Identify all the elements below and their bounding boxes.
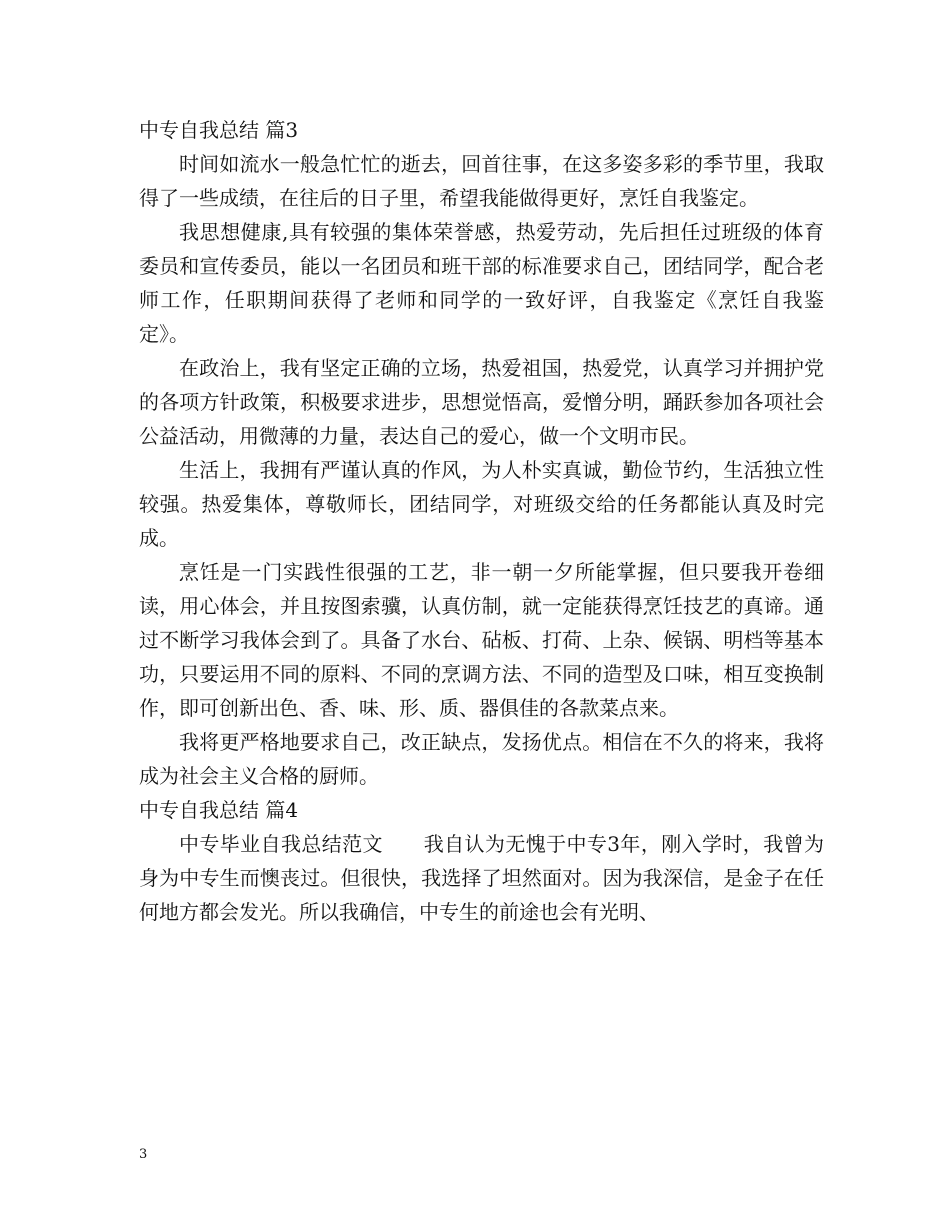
paragraph: 时间如流水一般急忙忙的逝去，回首往事，在这多姿多彩的季节里，我取得了一些成绩，在往后的日子里，希望我能做得更好，烹饪自我鉴定。 <box>139 152 824 210</box>
paragraph: 我思想健康,具有较强的集体荣誉感，热爱劳动，先后担任过班级的体育委员和宣传委员，能以一名团员和班干部的标准要求自己，团结同学，配合老师工作，任职期间获得了老师和同学的一致好评，自我鉴定《烹饪自我鉴定》。 <box>139 220 824 346</box>
document-body <box>139 113 824 929</box>
page-number: 3 <box>139 1147 148 1162</box>
paragraph: 生活上，我拥有严谨认真的作风，为人朴实真诚，勤俭节约，生活独立性较强。热爱集体，尊敬师长，团结同学，对班级交给的任务都能认真及时完成。 <box>139 458 824 550</box>
paragraph: 烹饪是一门实践性很强的工艺，非一朝一夕所能掌握，但只要我开卷细读，用心体会，并且按图索骥，认真仿制，就一定能获得烹饪技艺的真谛。通过不断学习我体会到了。具备了水台、砧板、打荷、上杂、候锅、明档等基本功，只要运用不同的原料、不同的烹调方法、不同的造型及口味，相互变换制作，即可创新出色、香、味、形、质、器俱佳的各款菜点来。 <box>139 560 824 720</box>
section-heading-3: 中专自我总结 篇3 <box>139 118 299 142</box>
paragraph: 在政治上，我有坚定正确的立场，热爱祖国，热爱党，认真学习并拥护党的各项方针政策，积极要求进步，思想觉悟高，爱憎分明，踊跃参加各项社会公益活动，用微薄的力量，表达自己的爱心，做一个文明市民。 <box>139 356 824 448</box>
paragraph: 我将更严格地要求自己，改正缺点，发扬优点。相信在不久的将来，我将成为社会主义合格的厨师。 <box>139 730 824 788</box>
section-heading-4: 中专自我总结 篇4 <box>139 798 299 822</box>
paragraph: 中专毕业自我总结范文 我自认为无愧于中专3年，刚入学时，我曾为身为中专生而懊丧过。但很快，我选择了坦然面对。因为我深信，是金子在任何地方都会发光。所以我确信，中专生的前途也会有光明、 <box>139 832 824 924</box>
